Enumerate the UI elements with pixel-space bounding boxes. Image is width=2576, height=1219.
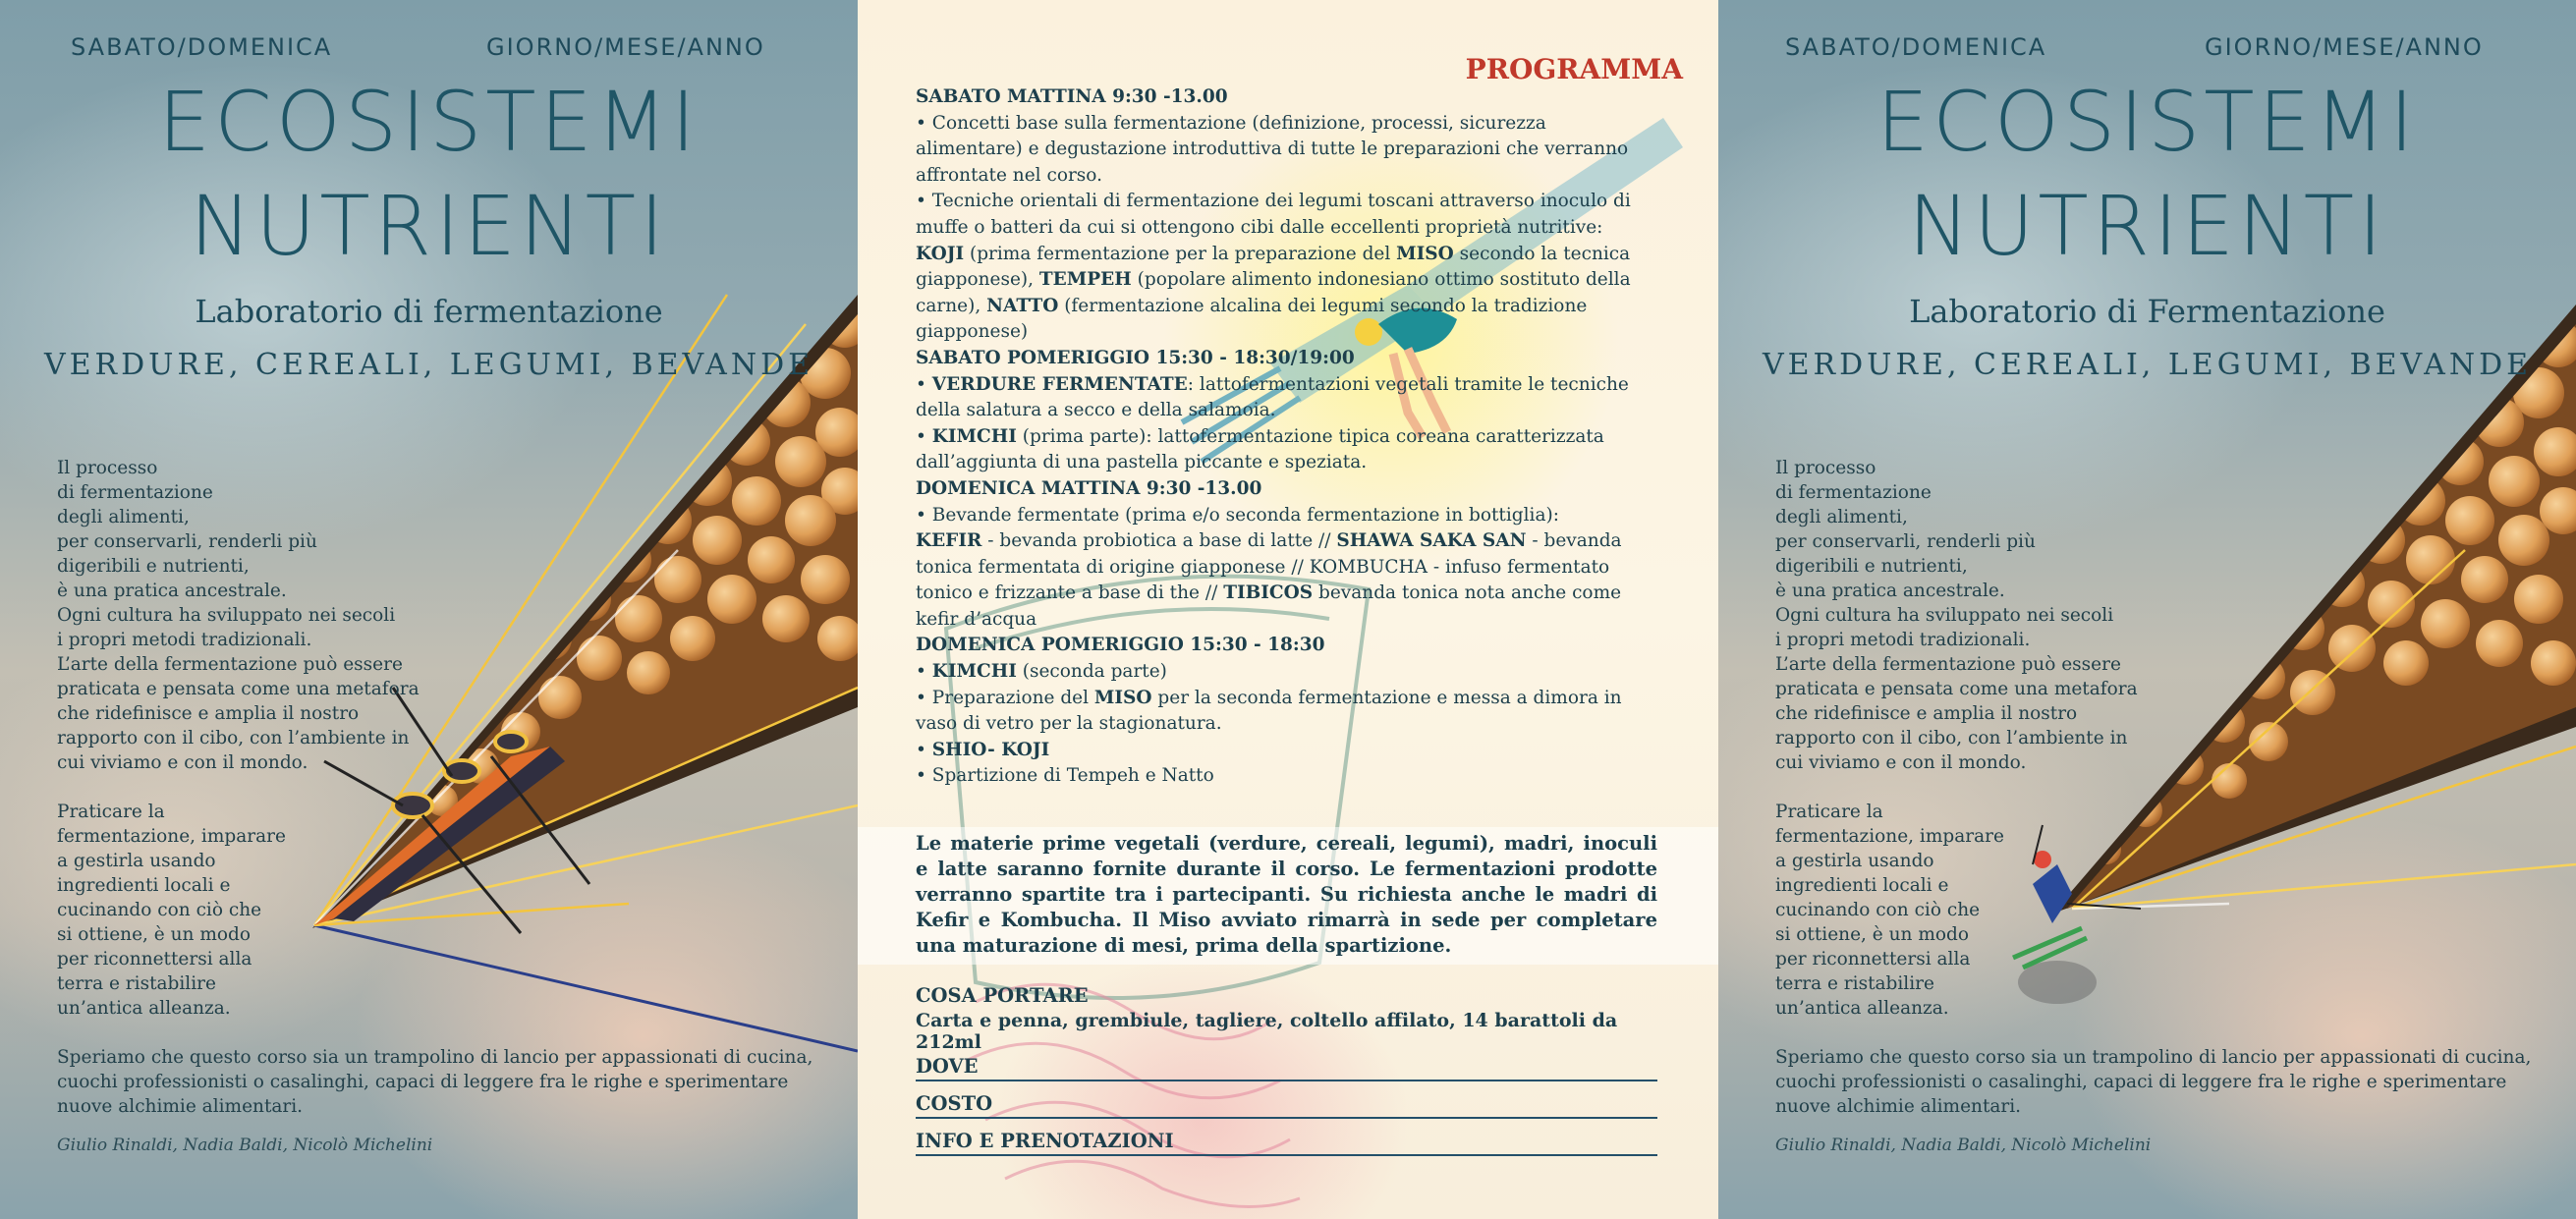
sunday-afternoon-heading: DOMENICA POMERIGGIO 15:30 - 18:30: [916, 635, 1325, 656]
tempeh-term: TEMPEH: [1038, 269, 1132, 291]
left-panel: [0, 0, 858, 1219]
list-item: • VERDURE FERMENTATE: lattofermentazioni vegetali tramite le tecniche della salatura a secco e della salamoia.: [916, 373, 1629, 421]
sunday-morning-heading: DOMENICA MATTINA 9:30 -13.00: [916, 477, 1262, 499]
title-line-2: NUTRIENTI: [190, 178, 668, 274]
categories: VERDURE, CEREALI, LEGUMI, BEVANDE: [1762, 348, 2533, 382]
authors: Giulio Rinaldi, Nadia Baldi, Nicolò Michelini: [1775, 1136, 2152, 1155]
day-label: SABATO/DOMENICA: [71, 33, 333, 61]
info-booking-field: INFO E PRENOTAZIONI: [916, 1130, 1657, 1156]
closing-paragraph: Speriamo che questo corso sia un trampolino di lancio per appassionati di cucina, cuochi professionisti o casalinghi, capaci di leggere fra le righe e sperimentare nuove alchimie alimentari.: [57, 1047, 813, 1117]
saturday-afternoon-heading: SABATO POMERIGGIO 15:30 - 18:30/19:00: [916, 347, 1355, 368]
list-item: • Spartizione di Tempeh e Natto: [916, 765, 1214, 787]
list-item: • Bevande fermentate (prima e/o seconda fermentazione in bottiglia):: [916, 504, 1559, 526]
subtitle: Laboratorio di Fermentazione: [1909, 293, 2385, 330]
title-line-1: ECOSISTEMI: [1876, 74, 2418, 170]
title-line-1: ECOSISTEMI: [158, 74, 700, 170]
subtitle: Laboratorio di fermentazione: [195, 293, 663, 330]
categories: VERDURE, CEREALI, LEGUMI, BEVANDE: [43, 348, 814, 382]
day-label: SABATO/DOMENICA: [1785, 33, 2047, 61]
list-item: • Preparazione del MISO per la seconda fermentazione e messa a dimora in vaso di vetro per la stagionatura.: [916, 687, 1622, 735]
saturday-morning-heading: SABATO MATTINA 9:30 -13.00: [916, 86, 1228, 107]
where-field: DOVE: [916, 1055, 1657, 1081]
list-item: • SHIO- KOJI: [916, 739, 1050, 760]
authors: Giulio Rinaldi, Nadia Baldi, Nicolò Michelini: [57, 1136, 433, 1155]
intro-paragraph: Il processo di fermentazione degli alimenti, per conservarli, renderli più digeribili e nutrienti, è una pratica ancestrale. Ogni cultura ha sviluppato nei secoli i propri metodi tradizionali. L’arte della fermentazione può essere praticata e pensata come una metafora che ridefinisce e amplia il nostro rapporto con il cibo, con l’ambiente in cui viviamo e con il mondo.: [57, 458, 420, 773]
closing-paragraph: Speriamo che questo corso sia un trampolino di lancio per appassionati di cucina, cuochi professionisti o casalinghi, capaci di leggere fra le righe e sperimentare nuove alchimie alimentari.: [1775, 1047, 2532, 1117]
title-line-2: NUTRIENTI: [1908, 178, 2386, 274]
list-item: • KIMCHI (prima parte): lattofermentazione tipica coreana caratterizzata dall’aggiunta di una pastella piccante e speziata.: [916, 425, 1604, 473]
practice-paragraph: Praticare la fermentazione, imparare a gestirla usando ingredienti locali e cucinando con ciò che si ottiene, è un modo per riconnettersi alla terra e ristabilire un’antica alleanza.: [57, 802, 286, 1019]
what-to-bring-text: Carta e penna, grembiule, tagliere, coltello affilato, 14 barattoli da 212ml: [916, 1010, 1618, 1053]
program-schedule: [916, 84, 1657, 790]
right-panel: [1718, 0, 2576, 1219]
list-item: • KIMCHI (seconda parte): [916, 661, 1167, 683]
date-label: GIORNO/MESE/ANNO: [486, 33, 765, 61]
materials-note: Le materie prime vegetali (verdure, cereali, legumi), madri, inoculi e latte saranno fornite durante il corso. Le fermentazioni prodotte verranno spartite tra i partecipanti. Su richiesta anche le madri di Kefir e Kombucha. Il Miso avviato rimarrà in sede per completare una maturazione di mesi, prima della spartizione.: [916, 832, 1657, 957]
list-item: • Concetti base sulla fermentazione (definizione, processi, sicurezza alimentare) e degustazione introduttiva di tutte le preparazioni che verranno affrontate nel corso.: [916, 112, 1629, 186]
list-item: KEFIR - bevanda probiotica a base di latte // SHAWA SAKA SAN - bevanda tonica fermentata di origine giapponese // KOMBUCHA - infuso fermentato tonico e frizzante a base di the // TIBICOS bevanda tonica nota anche come kefir d’acqua: [916, 530, 1622, 630]
practice-paragraph: Praticare la fermentazione, imparare a gestirla usando ingredienti locali e cucinando con ciò che si ottiene, è un modo per riconnettersi alla terra e ristabilire un’antica alleanza.: [1775, 802, 2004, 1019]
miso-term: MISO: [1396, 243, 1454, 264]
intro-paragraph: Il processo di fermentazione degli alimenti, per conservarli, renderli più digeribili e nutrienti, è una pratica ancestrale. Ogni cultura ha sviluppato nei secoli i propri metodi tradizionali. L’arte della fermentazione può essere praticata e pensata come una metafora che ridefinisce e amplia il nostro rapporto con il cibo, con l’ambiente in cui viviamo e con il mondo.: [1775, 458, 2138, 773]
natto-term: NATTO: [986, 295, 1059, 316]
program-title: PROGRAMMA: [1465, 53, 1683, 85]
what-to-bring-heading: COSA PORTARE: [916, 984, 1089, 1007]
cost-field: COSTO: [916, 1092, 1657, 1119]
koji-term: KOJI: [916, 243, 965, 264]
date-label: GIORNO/MESE/ANNO: [2205, 33, 2484, 61]
center-panel: [858, 0, 1718, 1219]
list-item: • Tecniche orientali di fermentazione dei legumi toscani attraverso inoculo di muffe o batteri da cui si ottengono cibi dalle eccellenti proprietà nutritive:: [916, 191, 1631, 238]
list-item: KOJI (prima fermentazione per la preparazione del MISO secondo la tecnica giapponese), TEMPEH (popolare alimento indonesiano ottimo sostituto della carne), NATTO (fermentazione alcalina dei legumi secondo la tradizione giapponese): [916, 243, 1631, 343]
